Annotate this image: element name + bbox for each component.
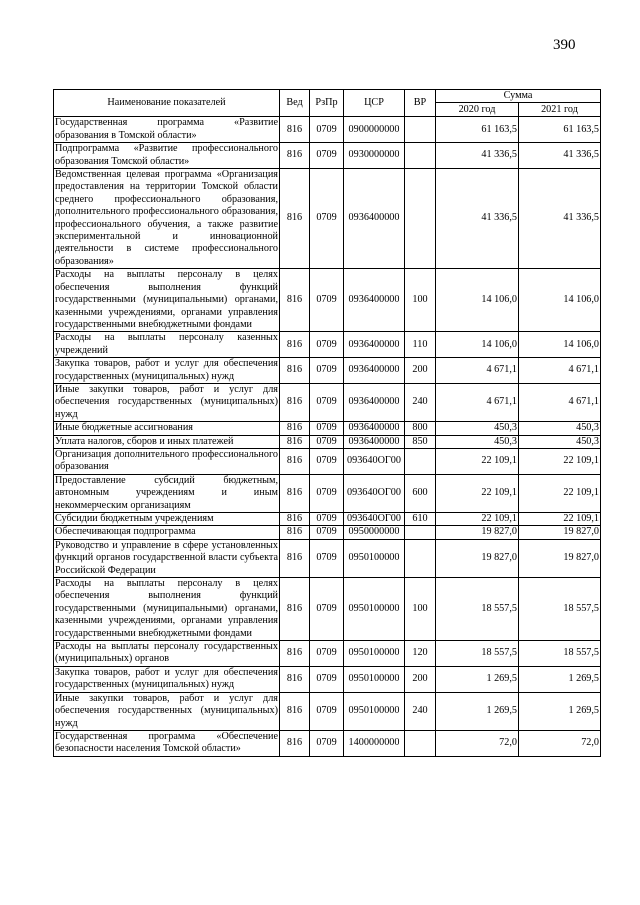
row-sum-2021: 1 269,5 bbox=[519, 692, 601, 730]
row-sum-2020: 450,3 bbox=[436, 435, 519, 448]
row-name: Ведомственная целевая программа «Организация предоставления на территории Томской области среднего профессионального образования, дополнительного профессионального образования, профессионального обучения, а также развитие экспериментальной и инновационной деятельности в системе профессионального образования» bbox=[55, 169, 278, 267]
page-number: 390 bbox=[553, 37, 576, 53]
row-name: Иные бюджетные ассигнования bbox=[54, 422, 280, 435]
row-vr bbox=[405, 169, 436, 269]
row-rzpr: 0709 bbox=[310, 539, 344, 577]
row-vr: 120 bbox=[405, 641, 436, 667]
row-sum-2021: 41 336,5 bbox=[519, 169, 601, 269]
row-vr: 110 bbox=[405, 332, 436, 358]
row-name: Руководство и управление в сфере установленных функций органов государственной власти субъекта Российской Федерации bbox=[55, 539, 278, 576]
row-csr: 0936400000 bbox=[344, 383, 405, 421]
table-header bbox=[54, 90, 601, 117]
row-csr: 0936400000 bbox=[344, 169, 405, 269]
row-sum-2020: 4 671,1 bbox=[436, 383, 519, 421]
table-row bbox=[54, 474, 601, 512]
table-row bbox=[54, 117, 601, 143]
row-name: Закупка товаров, работ и услуг для обеспечения государственных (муниципальных) нужд bbox=[55, 358, 278, 382]
table-row bbox=[54, 383, 601, 421]
row-rzpr: 0709 bbox=[310, 332, 344, 358]
row-sum-2021: 19 827,0 bbox=[519, 539, 601, 577]
row-vr: 610 bbox=[405, 513, 436, 526]
row-rzpr: 0709 bbox=[310, 358, 344, 384]
table-row bbox=[54, 358, 601, 384]
row-rzpr: 0709 bbox=[310, 666, 344, 692]
header-ved: Вед bbox=[280, 90, 310, 117]
row-csr: 0950100000 bbox=[344, 666, 405, 692]
row-rzpr: 0709 bbox=[310, 422, 344, 435]
row-sum-2020: 19 827,0 bbox=[436, 539, 519, 577]
row-sum-2020: 61 163,5 bbox=[436, 117, 519, 143]
header-name: Наименование показателей bbox=[54, 90, 280, 117]
row-vr bbox=[405, 539, 436, 577]
row-name: Закупка товаров, работ и услуг для обеспечения государственных (муниципальных) нужд bbox=[55, 666, 278, 691]
row-ved: 816 bbox=[280, 692, 310, 730]
row-vr bbox=[405, 117, 436, 143]
row-ved: 816 bbox=[280, 117, 310, 143]
row-sum-2021: 14 106,0 bbox=[519, 269, 601, 332]
header-rzpr: РзПр bbox=[310, 90, 344, 117]
row-vr: 200 bbox=[405, 666, 436, 692]
row-sum-2021: 1 269,5 bbox=[519, 666, 601, 692]
row-csr: 0930000000 bbox=[344, 143, 405, 169]
row-sum-2020: 450,3 bbox=[436, 422, 519, 435]
row-ved: 816 bbox=[280, 730, 310, 756]
row-vr: 600 bbox=[405, 474, 436, 512]
row-name: Государственная программа «Обеспечение безопасности населения Томской области» bbox=[55, 730, 278, 755]
row-ved: 816 bbox=[280, 422, 310, 435]
row-csr: 0936400000 bbox=[344, 358, 405, 384]
header-csr: ЦСР bbox=[344, 90, 405, 117]
row-sum-2021: 61 163,5 bbox=[519, 117, 601, 143]
row-sum-2021: 22 109,1 bbox=[519, 448, 601, 474]
row-sum-2020: 14 106,0 bbox=[436, 269, 519, 332]
row-rzpr: 0709 bbox=[310, 730, 344, 756]
row-sum-2020: 18 557,5 bbox=[436, 641, 519, 667]
row-csr: 0950000000 bbox=[344, 526, 405, 539]
row-sum-2021: 450,3 bbox=[519, 422, 601, 435]
row-vr: 240 bbox=[405, 383, 436, 421]
row-vr bbox=[405, 730, 436, 756]
table-row bbox=[54, 448, 601, 474]
row-vr bbox=[405, 448, 436, 474]
row-name: Подпрограмма «Развитие профессионального образования Томской области» bbox=[55, 143, 278, 167]
table-row bbox=[54, 539, 601, 577]
row-ved: 816 bbox=[280, 169, 310, 269]
header-year-2021: 2021 год bbox=[519, 103, 601, 117]
row-rzpr: 0709 bbox=[310, 435, 344, 448]
table-row bbox=[54, 513, 601, 526]
table-row bbox=[54, 143, 601, 169]
row-vr bbox=[405, 143, 436, 169]
row-name: Иные закупки товаров, работ и услуг для обеспечения государственных (муниципальных) нужд bbox=[55, 383, 278, 420]
row-csr: 093640ОГ00 bbox=[344, 448, 405, 474]
row-rzpr: 0709 bbox=[310, 513, 344, 526]
header-vr: ВР bbox=[405, 90, 436, 117]
row-sum-2020: 72,0 bbox=[436, 730, 519, 756]
table-row bbox=[54, 422, 601, 435]
row-name: Организация дополнительного профессионального образования bbox=[55, 448, 278, 473]
row-ved: 816 bbox=[280, 539, 310, 577]
row-name: Расходы на выплаты персоналу в целях обеспечения выполнения функций государственными (муниципальными) органами, казенными учреждениями, органами управления государственными внебюджетными фондами bbox=[55, 578, 278, 639]
table-row bbox=[54, 269, 601, 332]
row-ved: 816 bbox=[280, 641, 310, 667]
row-name: Обеспечивающая подпрограмма bbox=[54, 526, 280, 539]
row-sum-2021: 22 109,1 bbox=[519, 474, 601, 512]
row-sum-2020: 1 269,5 bbox=[436, 692, 519, 730]
row-csr: 0936400000 bbox=[344, 332, 405, 358]
row-ved: 816 bbox=[280, 448, 310, 474]
row-ved: 816 bbox=[280, 526, 310, 539]
row-name: Расходы на выплаты персоналу в целях обеспечения выполнения функций государственными (муниципальными) органами, казенными учреждениями, органами управления государственными внебюджетными фондами bbox=[55, 269, 278, 330]
row-csr: 0936400000 bbox=[344, 269, 405, 332]
row-sum-2020: 22 109,1 bbox=[436, 474, 519, 512]
row-name: Расходы на выплаты персоналу казенных учреждений bbox=[55, 332, 278, 356]
row-rzpr: 0709 bbox=[310, 117, 344, 143]
row-rzpr: 0709 bbox=[310, 474, 344, 512]
row-ved: 816 bbox=[280, 513, 310, 526]
table-row bbox=[54, 641, 601, 667]
row-csr: 0900000000 bbox=[344, 117, 405, 143]
row-vr: 850 bbox=[405, 435, 436, 448]
row-rzpr: 0709 bbox=[310, 169, 344, 269]
row-name: Расходы на выплаты персоналу государственных (муниципальных) органов bbox=[55, 641, 278, 665]
row-ved: 816 bbox=[280, 435, 310, 448]
row-sum-2020: 14 106,0 bbox=[436, 332, 519, 358]
row-csr: 0936400000 bbox=[344, 435, 405, 448]
table-row bbox=[54, 332, 601, 358]
row-csr: 0950100000 bbox=[344, 539, 405, 577]
row-ved: 816 bbox=[280, 332, 310, 358]
row-sum-2020: 41 336,5 bbox=[436, 169, 519, 269]
table-row bbox=[54, 526, 601, 539]
row-sum-2021: 4 671,1 bbox=[519, 358, 601, 384]
row-sum-2021: 72,0 bbox=[519, 730, 601, 756]
table-body bbox=[54, 117, 601, 756]
row-csr: 1400000000 bbox=[344, 730, 405, 756]
row-rzpr: 0709 bbox=[310, 383, 344, 421]
row-sum-2021: 450,3 bbox=[519, 435, 601, 448]
row-csr: 093640ОГ00 bbox=[344, 474, 405, 512]
row-sum-2021: 18 557,5 bbox=[519, 641, 601, 667]
row-csr: 0936400000 bbox=[344, 422, 405, 435]
row-rzpr: 0709 bbox=[310, 526, 344, 539]
row-sum-2021: 41 336,5 bbox=[519, 143, 601, 169]
row-sum-2020: 41 336,5 bbox=[436, 143, 519, 169]
row-sum-2020: 18 557,5 bbox=[436, 578, 519, 641]
row-rzpr: 0709 bbox=[310, 578, 344, 641]
row-sum-2021: 22 109,1 bbox=[519, 513, 601, 526]
row-csr: 0950100000 bbox=[344, 578, 405, 641]
row-ved: 816 bbox=[280, 383, 310, 421]
row-rzpr: 0709 bbox=[310, 641, 344, 667]
row-ved: 816 bbox=[280, 474, 310, 512]
row-sum-2020: 1 269,5 bbox=[436, 666, 519, 692]
row-vr: 240 bbox=[405, 692, 436, 730]
row-name: Субсидии бюджетным учреждениям bbox=[54, 513, 280, 526]
row-name: Предоставление субсидий бюджетным, автономным учреждениям и иным некоммерческим организациям bbox=[55, 474, 278, 511]
row-sum-2021: 19 827,0 bbox=[519, 526, 601, 539]
header-year-2020: 2020 год bbox=[436, 103, 519, 117]
row-ved: 816 bbox=[280, 666, 310, 692]
row-vr: 800 bbox=[405, 422, 436, 435]
row-vr: 100 bbox=[405, 578, 436, 641]
row-sum-2020: 22 109,1 bbox=[436, 513, 519, 526]
row-ved: 816 bbox=[280, 578, 310, 641]
row-sum-2020: 22 109,1 bbox=[436, 448, 519, 474]
table-row bbox=[54, 692, 601, 730]
row-rzpr: 0709 bbox=[310, 269, 344, 332]
table-row bbox=[54, 730, 601, 756]
row-sum-2021: 18 557,5 bbox=[519, 578, 601, 641]
row-csr: 0950100000 bbox=[344, 641, 405, 667]
row-sum-2021: 14 106,0 bbox=[519, 332, 601, 358]
row-name: Уплата налогов, сборов и иных платежей bbox=[54, 435, 280, 448]
row-name: Иные закупки товаров, работ и услуг для обеспечения государственных (муниципальных) нужд bbox=[55, 692, 278, 729]
row-ved: 816 bbox=[280, 358, 310, 384]
row-sum-2020: 19 827,0 bbox=[436, 526, 519, 539]
row-name: Государственная программа «Развитие образования в Томской области» bbox=[55, 117, 278, 141]
row-rzpr: 0709 bbox=[310, 143, 344, 169]
row-csr: 093640ОГ00 bbox=[344, 513, 405, 526]
table-row bbox=[54, 578, 601, 641]
table-row bbox=[54, 435, 601, 448]
row-vr: 100 bbox=[405, 269, 436, 332]
row-ved: 816 bbox=[280, 269, 310, 332]
table-row bbox=[54, 169, 601, 269]
row-rzpr: 0709 bbox=[310, 692, 344, 730]
row-vr bbox=[405, 526, 436, 539]
table-row bbox=[54, 666, 601, 692]
row-sum-2021: 4 671,1 bbox=[519, 383, 601, 421]
budget-table bbox=[53, 89, 601, 757]
row-ved: 816 bbox=[280, 143, 310, 169]
header-sum: Сумма bbox=[436, 90, 601, 103]
row-vr: 200 bbox=[405, 358, 436, 384]
row-csr: 0950100000 bbox=[344, 692, 405, 730]
row-rzpr: 0709 bbox=[310, 448, 344, 474]
row-sum-2020: 4 671,1 bbox=[436, 358, 519, 384]
